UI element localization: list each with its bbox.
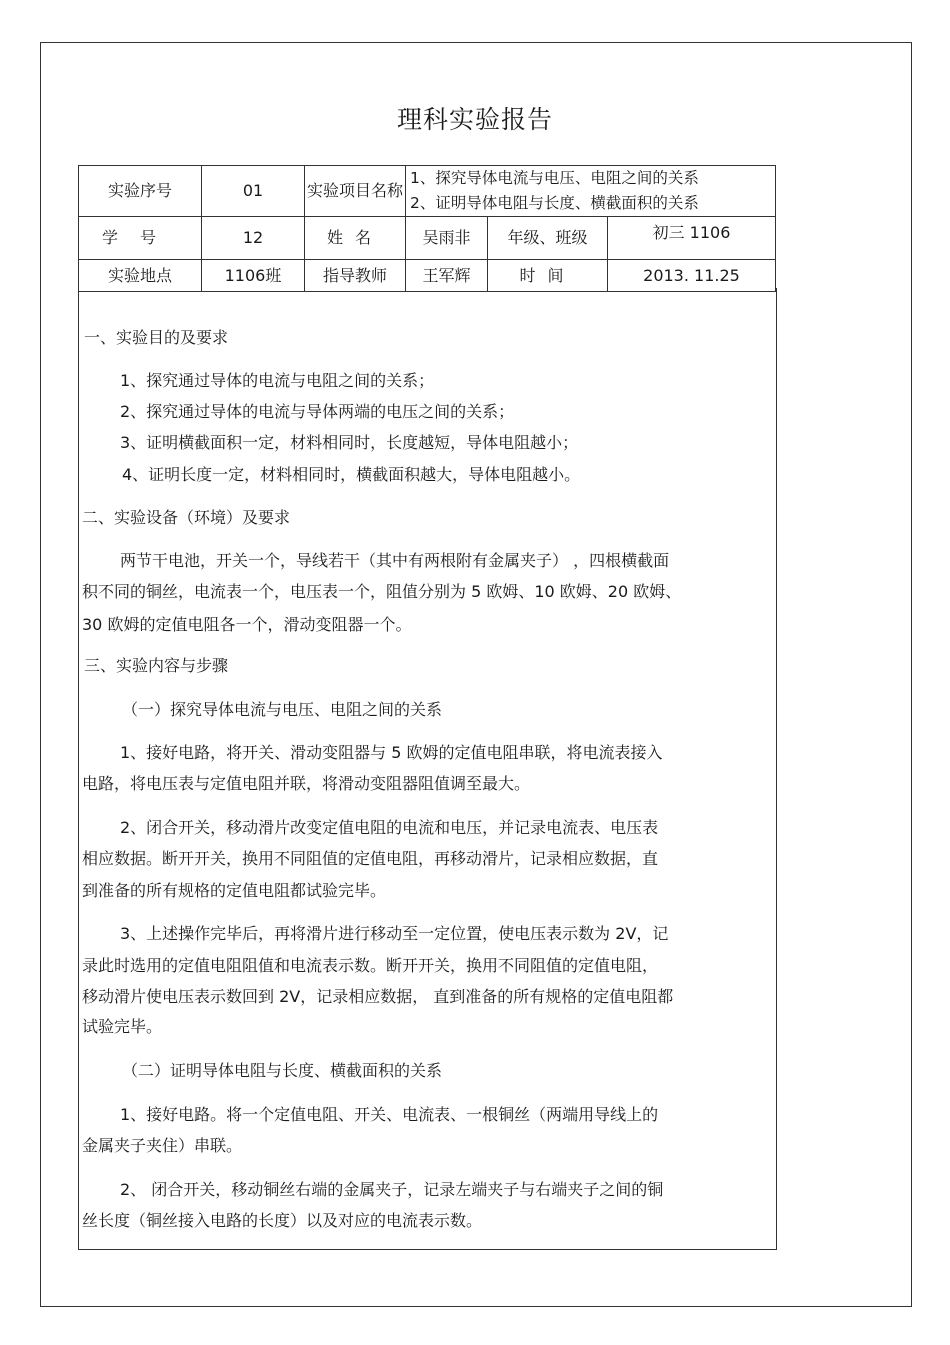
label-project-name: 实验项目名称 <box>305 166 406 217</box>
subsection-1-heading: （一）探究导体电流与电压、电阻之间的关系 <box>122 700 443 719</box>
equipment-line-1: 两节干电池，开关一个，导线若干（其中有两根附有金属夹子） ，四根横截面 <box>120 551 670 570</box>
label-time: 时间 <box>488 260 608 292</box>
value-time: 2013. 11.25 <box>608 260 776 292</box>
section-2-heading: 二、实验设备（环境）及要求 <box>82 508 291 527</box>
step-a2-line-3: 到准备的所有规格的定值电阻都试验完毕。 <box>82 881 387 900</box>
value-student-id: 12 <box>202 217 305 260</box>
objective-item-3: 3、证明横截面积一定，材料相同时，长度越短，导体电阻越小； <box>120 433 579 452</box>
section-1-heading: 一、实验目的及要求 <box>84 328 229 347</box>
label-experiment-no: 实验序号 <box>79 166 202 217</box>
objective-item-1: 1、探究通过导体的电流与电阻之间的关系； <box>120 371 435 390</box>
info-row-2 <box>79 217 776 260</box>
value-grade-class: 初三 1106 <box>608 217 776 260</box>
label-student-id: 学号 <box>79 217 202 260</box>
step-b2-line-1: 2、 闭合开关，移动铜丝右端的金属夹子，记录左端夹子与右端夹子之间的铜 <box>120 1180 664 1199</box>
subsection-2-heading: （二）证明导体电阻与长度、横截面积的关系 <box>122 1061 443 1080</box>
value-location: 1106班 <box>202 260 305 292</box>
step-a3-line-3: 移动滑片使电压表示数回到 2V，记录相应数据， 直到准备的所有规格的定值电阻都 <box>82 987 674 1006</box>
objective-item-4: 4、证明长度一定，材料相同时，横截面积越大，导体电阻越小。 <box>122 465 581 484</box>
step-a2-line-1: 2、闭合开关，移动滑片改变定值电阻的电流和电压，并记录电流表、电压表 <box>120 818 659 837</box>
equipment-line-3: 30 欧姆的定值电阻各一个，滑动变阻器一个。 <box>82 615 412 634</box>
step-a3-line-1: 3、上述操作完毕后，再将滑片进行移动至一定位置，使电压表示数为 2V，记 <box>120 924 669 943</box>
objective-item-2: 2、探究通过导体的电流与导体两端的电压之间的关系； <box>120 402 515 421</box>
project-item-2: 2、证明导体电阻与长度、横截面积的关系 <box>410 194 699 212</box>
info-row-3 <box>79 260 776 292</box>
step-a3-line-4: 试验完毕。 <box>82 1017 163 1036</box>
label-location: 实验地点 <box>79 260 202 292</box>
step-a1-line-1: 1、接好电路，将开关、滑动变阻器与 5 欧姆的定值电阻串联，将电流表接入 <box>120 743 663 762</box>
value-name: 吴雨非 <box>406 217 488 260</box>
info-table <box>78 165 776 292</box>
step-b1-line-1: 1、接好电路。将一个定值电阻、开关、电流表、一根铜丝（两端用导线上的 <box>120 1105 659 1124</box>
label-instructor: 指导教师 <box>305 260 406 292</box>
value-project-name <box>406 166 776 217</box>
info-row-1 <box>79 166 776 217</box>
step-a2-line-2: 相应数据。断开开关，换用不同阻值的定值电阻，再移动滑片，记录相应数据，直 <box>82 849 659 868</box>
value-experiment-no: 01 <box>202 166 305 217</box>
report-title: 理科实验报告 <box>396 105 553 134</box>
label-grade-class: 年级、班级 <box>488 217 608 260</box>
step-a3-line-2: 录此时选用的定值电阻阻值和电流表示数。断开开关，换用不同阻值的定值电阻， <box>82 956 659 975</box>
label-name: 姓名 <box>305 217 406 260</box>
equipment-line-2: 积不同的铜丝，电流表一个，电压表一个，阻值分别为 5 欧姆、10 欧姆、20 欧姆、 <box>82 582 682 601</box>
step-b1-line-2: 金属夹子夹住）串联。 <box>82 1136 243 1155</box>
project-item-1: 1、探究导体电流与电压、电阻之间的关系 <box>410 169 699 187</box>
value-instructor: 王军辉 <box>406 260 488 292</box>
section-3-heading: 三、实验内容与步骤 <box>84 656 229 675</box>
step-b2-line-2: 丝长度（铜丝接入电路的长度）以及对应的电流表示数。 <box>82 1211 483 1230</box>
step-a1-line-2: 电路，将电压表与定值电阻并联，将滑动变阻器阻值调至最大。 <box>82 774 531 793</box>
